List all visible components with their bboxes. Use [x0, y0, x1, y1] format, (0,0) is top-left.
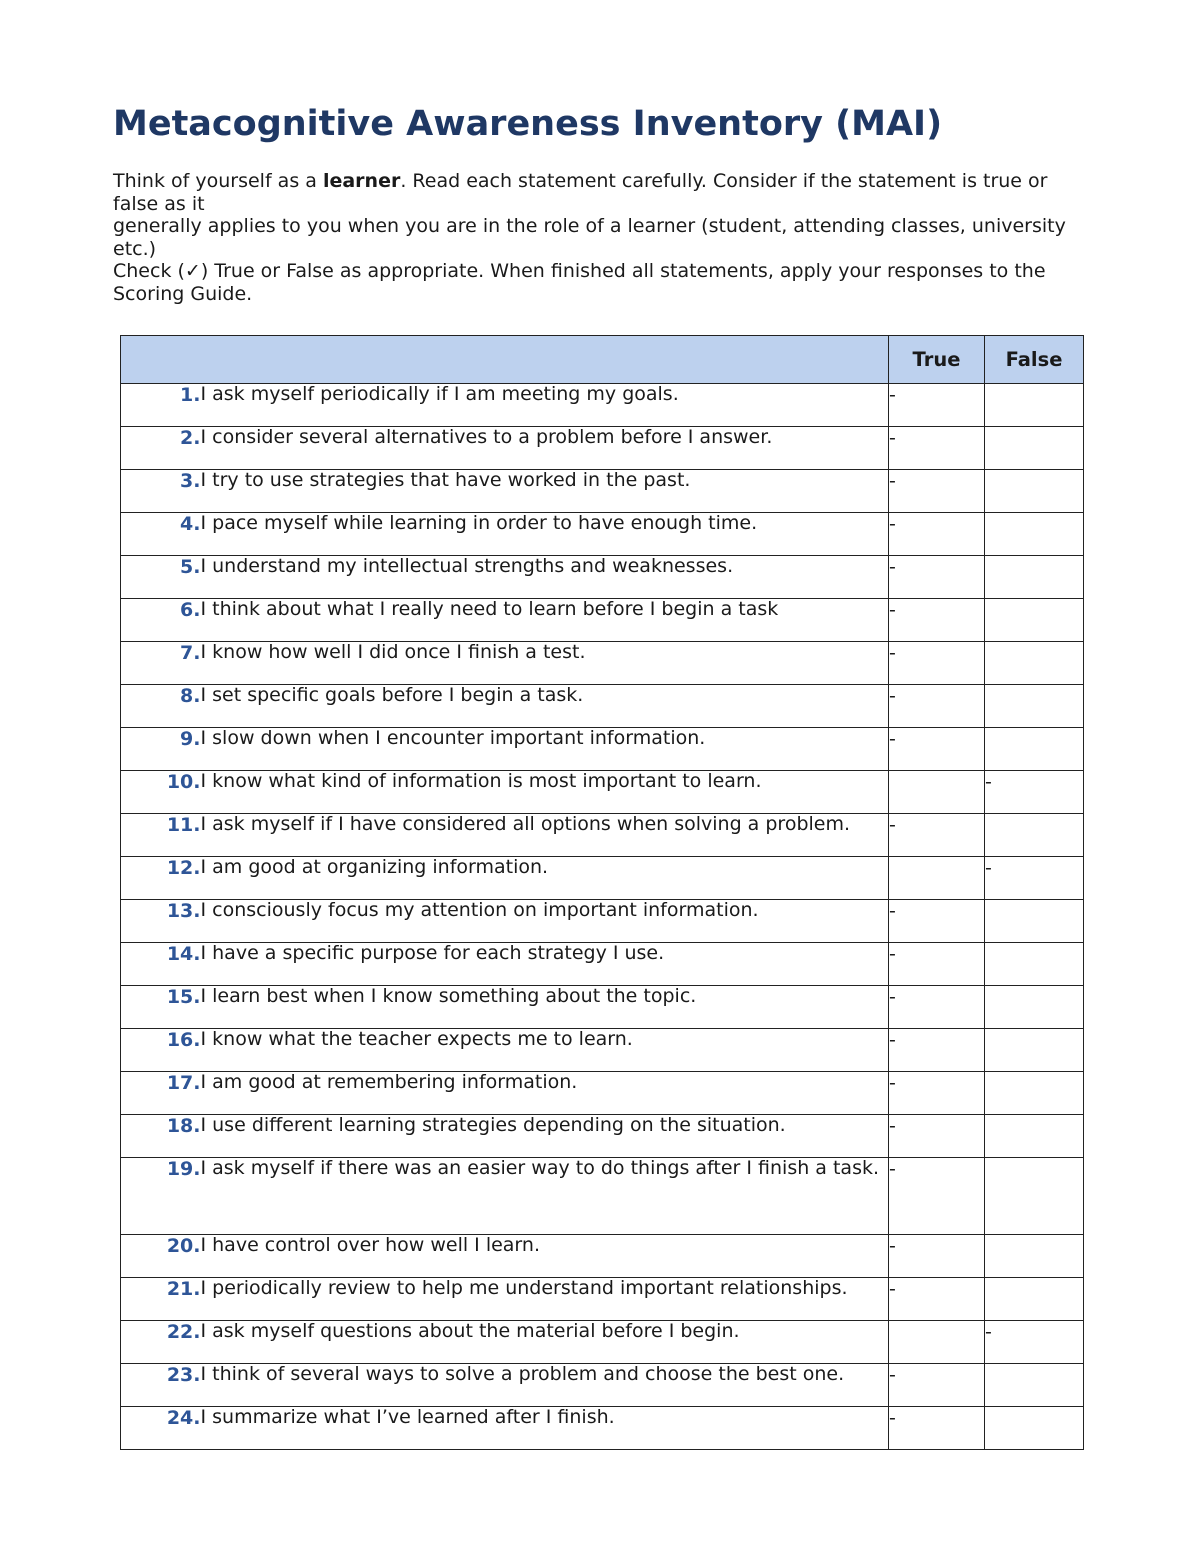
true-checkbox-cell[interactable]: -	[889, 1072, 985, 1115]
item-statement-text: I consciously focus my attention on important information.	[200, 899, 759, 921]
true-checkbox-cell[interactable]: -	[889, 599, 985, 642]
item-number: 23.	[121, 1364, 201, 1407]
instructions	[113, 170, 1103, 306]
false-checkbox-cell[interactable]: -	[985, 857, 1084, 900]
item-number: 4.	[121, 513, 201, 556]
item-statement-text: I think about what I really need to learn before I begin a task	[200, 598, 779, 620]
inventory-table	[120, 335, 1084, 1450]
true-checkbox-cell[interactable]: -	[889, 470, 985, 513]
item-statement-text: I know how well I did once I finish a test.	[200, 641, 586, 663]
false-checkbox-cell[interactable]: -	[985, 771, 1084, 814]
item-number: 17.	[121, 1072, 201, 1115]
item-statement-text: I ask myself if there was an easier way to do things after I finish a task.	[200, 1157, 880, 1179]
false-checkbox-cell[interactable]	[985, 685, 1084, 728]
item-statement-text: I ask myself if I have considered all options when solving a problem.	[200, 813, 851, 835]
item-number: 19.	[121, 1158, 201, 1235]
instructions-emphasis: learner	[322, 170, 401, 192]
item-number: 2.	[121, 427, 201, 470]
item-statement-text: I periodically review to help me understand important relationships.	[200, 1277, 848, 1299]
item-statement-text: I ask myself periodically if I am meeting my goals.	[200, 383, 679, 405]
item-number: 13.	[121, 900, 201, 943]
true-checkbox-cell[interactable]: -	[889, 427, 985, 470]
false-checkbox-cell[interactable]	[985, 1235, 1084, 1278]
true-checkbox-cell[interactable]: -	[889, 513, 985, 556]
true-checkbox-cell[interactable]: -	[889, 1235, 985, 1278]
true-checkbox-cell[interactable]	[889, 857, 985, 900]
true-checkbox-cell[interactable]: -	[889, 384, 985, 427]
false-checkbox-cell[interactable]: -	[985, 1321, 1084, 1364]
instructions-line-6: Scoring Guide.	[113, 282, 253, 305]
false-checkbox-cell[interactable]	[985, 814, 1084, 857]
instructions-line-2: false as it	[113, 192, 205, 215]
true-checkbox-cell[interactable]: -	[889, 1115, 985, 1158]
item-number: 22.	[121, 1321, 201, 1364]
item-number: 3.	[121, 470, 201, 513]
item-number: 10.	[121, 771, 201, 814]
false-checkbox-cell[interactable]	[985, 1407, 1084, 1450]
item-statement	[201, 1407, 889, 1450]
item-number: 9.	[121, 728, 201, 771]
true-checkbox-cell[interactable]	[889, 1321, 985, 1364]
item-statement-text: I set specific goals before I begin a task.	[200, 684, 584, 706]
true-checkbox-cell[interactable]: -	[889, 642, 985, 685]
false-checkbox-cell[interactable]	[985, 642, 1084, 685]
false-checkbox-cell[interactable]	[985, 1158, 1084, 1235]
false-checkbox-cell[interactable]	[985, 1115, 1084, 1158]
true-checkbox-cell[interactable]: -	[889, 1278, 985, 1321]
instructions-text: . Read each statement carefully. Consider if the statement is true or	[400, 170, 1048, 192]
item-number: 15.	[121, 986, 201, 1029]
item-statement-text: I know what the teacher expects me to learn.	[200, 1028, 633, 1050]
item-statement-text: I summarize what I’ve learned after I finish.	[200, 1406, 615, 1428]
false-checkbox-cell[interactable]	[985, 427, 1084, 470]
item-statement-text: I have a specific purpose for each strategy I use.	[200, 942, 665, 964]
item-statement-text: I consider several alternatives to a problem before I answer.	[200, 426, 773, 448]
false-checkbox-cell[interactable]	[985, 599, 1084, 642]
item-number: 1.	[121, 384, 201, 427]
instructions-line-4: etc.)	[113, 237, 157, 260]
false-checkbox-cell[interactable]	[985, 986, 1084, 1029]
false-checkbox-cell[interactable]	[985, 900, 1084, 943]
true-checkbox-cell[interactable]: -	[889, 1029, 985, 1072]
header-true: True	[889, 336, 985, 384]
instructions-line-1	[113, 170, 1103, 193]
item-statement-text: I understand my intellectual strengths and weaknesses.	[200, 555, 734, 577]
item-number: 24.	[121, 1407, 201, 1450]
true-checkbox-cell[interactable]: -	[889, 814, 985, 857]
item-statement-text: I am good at remembering information.	[200, 1071, 578, 1093]
page-title: Metacognitive Awareness Inventory (MAI)	[113, 104, 943, 144]
true-checkbox-cell[interactable]: -	[889, 986, 985, 1029]
item-number: 18.	[121, 1115, 201, 1158]
item-number: 8.	[121, 685, 201, 728]
true-checkbox-cell[interactable]: -	[889, 1407, 985, 1450]
true-checkbox-cell[interactable]: -	[889, 943, 985, 986]
item-statement	[201, 1158, 889, 1235]
instructions-line-5: Check (✓) True or False as appropriate. When finished all statements, apply your responses to the	[113, 260, 1046, 283]
item-number: 16.	[121, 1029, 201, 1072]
instructions-line-3: generally applies to you when you are in the role of a learner (student, attending classes, university	[113, 215, 1066, 238]
true-checkbox-cell[interactable]: -	[889, 728, 985, 771]
item-number: 7.	[121, 642, 201, 685]
false-checkbox-cell[interactable]	[985, 470, 1084, 513]
item-number: 21.	[121, 1278, 201, 1321]
false-checkbox-cell[interactable]	[985, 728, 1084, 771]
item-statement-text: I am good at organizing information.	[200, 856, 549, 878]
item-number: 20.	[121, 1235, 201, 1278]
false-checkbox-cell[interactable]	[985, 1072, 1084, 1115]
instructions-text: Think of yourself as a	[113, 170, 323, 192]
item-statement-text: I ask myself questions about the material before I begin.	[200, 1320, 740, 1342]
false-checkbox-cell[interactable]	[985, 943, 1084, 986]
true-checkbox-cell[interactable]: -	[889, 1158, 985, 1235]
item-statement-text: I use different learning strategies depending on the situation.	[200, 1114, 786, 1136]
item-statement-text: I slow down when I encounter important information.	[200, 727, 706, 749]
false-checkbox-cell[interactable]	[985, 513, 1084, 556]
item-number: 5.	[121, 556, 201, 599]
true-checkbox-cell[interactable]: -	[889, 1364, 985, 1407]
item-statement-text: I learn best when I know something about the topic.	[200, 985, 697, 1007]
true-checkbox-cell[interactable]	[889, 771, 985, 814]
item-statement-text: I know what kind of information is most important to learn.	[200, 770, 762, 792]
table-body	[121, 384, 1084, 1450]
false-checkbox-cell[interactable]	[985, 1278, 1084, 1321]
table-row	[121, 1407, 1084, 1450]
item-statement-text: I think of several ways to solve a problem and choose the best one.	[200, 1363, 845, 1385]
item-statement-text: I have control over how well I learn.	[200, 1234, 540, 1256]
item-number: 11.	[121, 814, 201, 857]
table-row	[121, 1158, 1084, 1235]
header-false: False	[985, 336, 1084, 384]
false-checkbox-cell[interactable]	[985, 1029, 1084, 1072]
item-statement-text: I pace myself while learning in order to have enough time.	[200, 512, 758, 534]
false-checkbox-cell[interactable]	[985, 1364, 1084, 1407]
true-checkbox-cell[interactable]: -	[889, 685, 985, 728]
item-statement-text: I try to use strategies that have worked in the past.	[200, 469, 691, 491]
item-number: 12.	[121, 857, 201, 900]
true-checkbox-cell[interactable]: -	[889, 556, 985, 599]
true-checkbox-cell[interactable]: -	[889, 900, 985, 943]
item-number: 14.	[121, 943, 201, 986]
item-number: 6.	[121, 599, 201, 642]
false-checkbox-cell[interactable]	[985, 556, 1084, 599]
false-checkbox-cell[interactable]	[985, 384, 1084, 427]
